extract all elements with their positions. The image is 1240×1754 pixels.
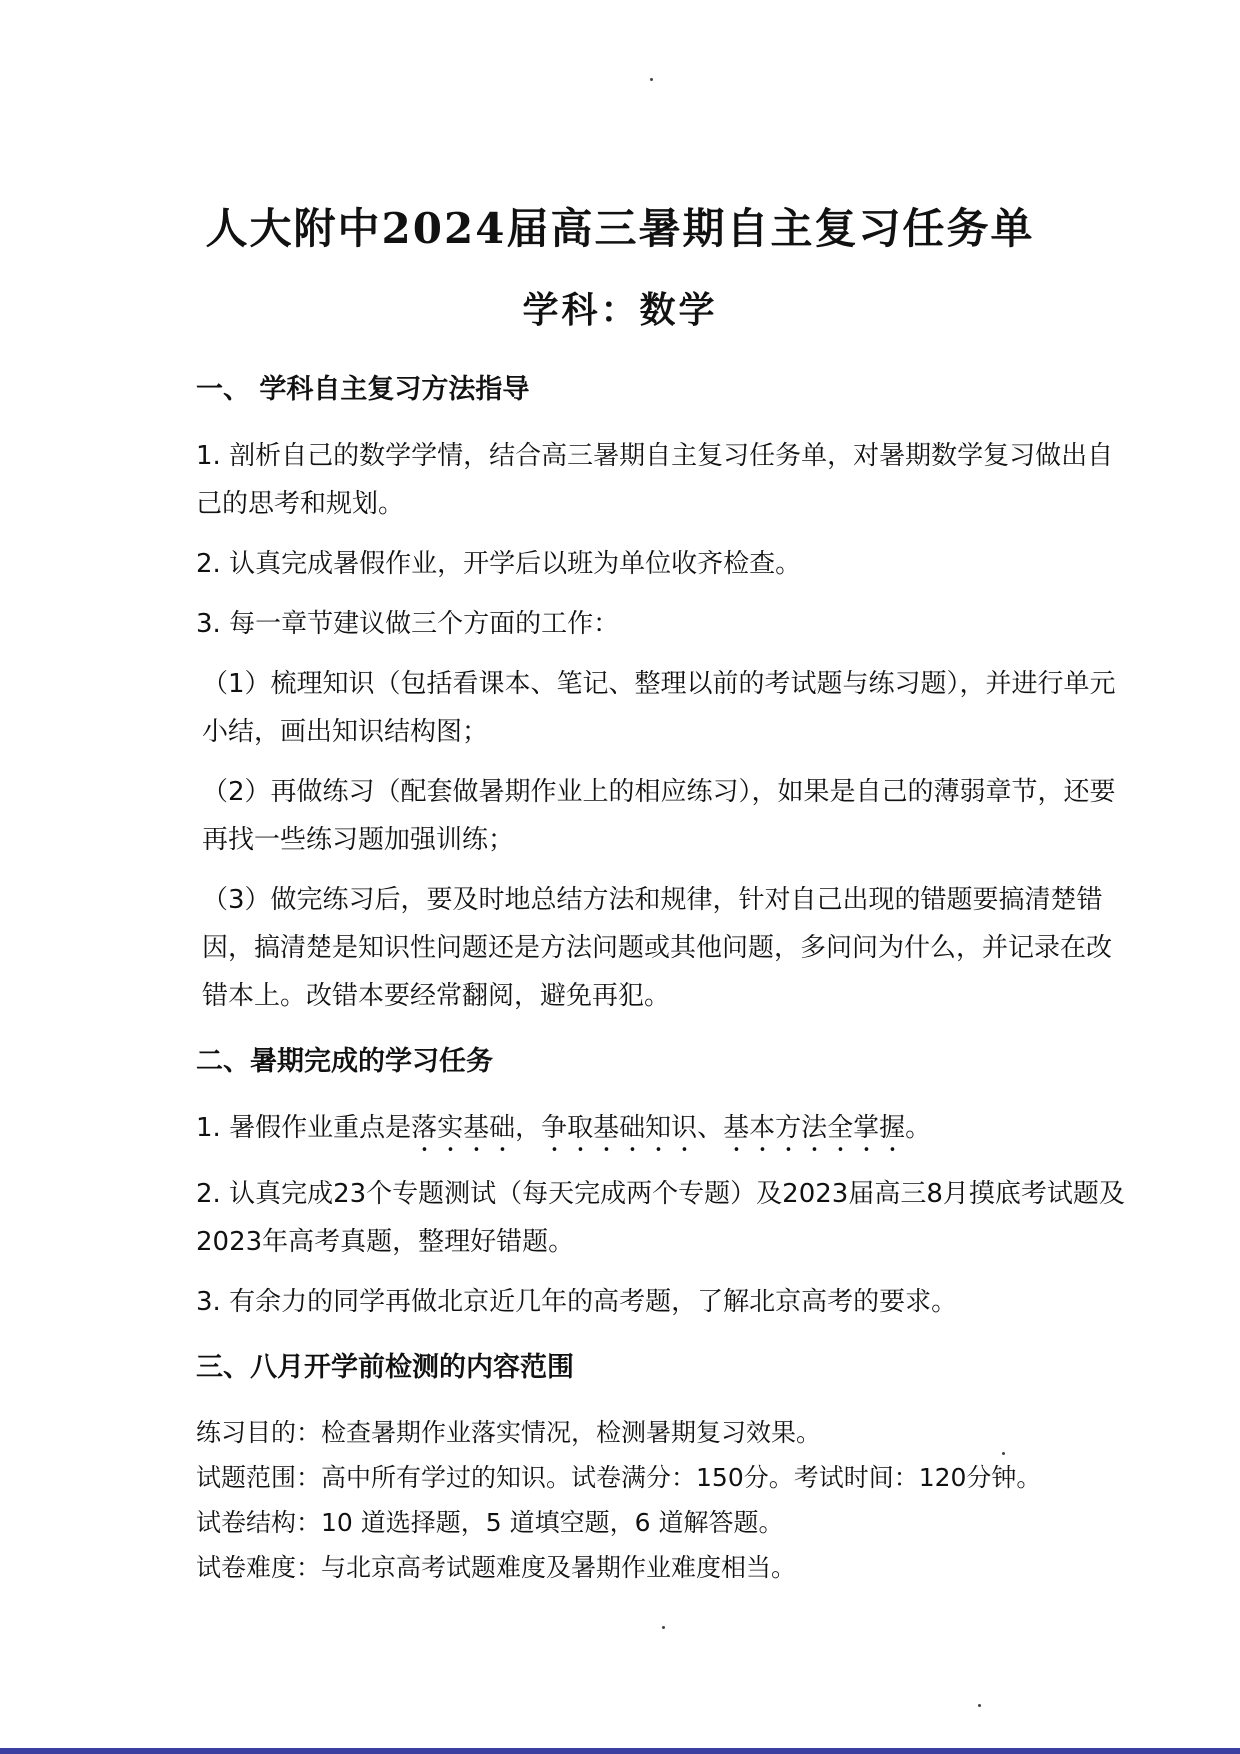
section-3-line-structure: 试卷结构：10 道选择题，5 道填空题，6 道解答题。: [196, 1508, 784, 1537]
section-1-subitem-3: （3）做完练习后，要及时地总结方法和规律，针对自己出现的错题要搞清楚错因，搞清楚是知识性问题还是方法问题或其他问题，多问问为什么，并记录在改错本上。改错本要经常翻阅，避免再犯。: [202, 885, 1113, 1011]
section-3-line-purpose: 练习目的：检查暑期作业落实情况，检测暑期复习效果。: [196, 1418, 822, 1447]
section-1-subitem-2: （2）再做练习（配套做暑期作业上的相应练习），如果是自己的薄弱章节，还要再找一些练习题加强训练；: [202, 777, 1116, 855]
section-1-heading: 一、 学科自主复习方法指导: [196, 374, 530, 405]
subject-subtitle: 学科：数学: [522, 290, 718, 331]
scan-speck: [1002, 1452, 1005, 1455]
section-1-item-1: 1. 剖析自己的数学学情，结合高三暑期自主复习任务单，对暑期数学复习做出自己的思考和规划。: [196, 441, 1114, 519]
section-3-heading: 三、八月开学前检测的内容范围: [196, 1352, 574, 1383]
section-3-line-difficulty: 试卷难度：与北京高考试题难度及暑期作业难度相当。: [196, 1553, 797, 1582]
scan-speck: [662, 1626, 665, 1629]
document-title: 人大附中2024届高三暑期自主复习任务单: [205, 204, 1035, 253]
section-2-heading: 二、暑期完成的学习任务: [196, 1046, 493, 1077]
section-2-item-1-lead: 1. 暑假作业重点是: [196, 1113, 412, 1143]
scan-speck: [978, 1704, 981, 1707]
section-1-item-3: 3. 每一章节建议做三个方面的工作：: [196, 609, 620, 639]
section-3-line-scope: 试题范围：高中所有学过的知识。试卷满分：150分。考试时间：120分钟。: [196, 1463, 1042, 1492]
section-2-item-2: 2. 认真完成23个专题测试（每天完成两个专题）及2023届高三8月摸底考试题及2023年高考真题，整理好错题。: [196, 1179, 1125, 1257]
section-2-item-1-emphasis: 落实基础，争取基础知识、基本方法全掌握: [411, 1113, 906, 1143]
document-body: [196, 366, 1136, 1590]
section-1-subitem-1: （1）梳理知识（包括看课本、笔记、整理以前的考试题与练习题），并进行单元小结，画出知识结构图；: [202, 669, 1116, 747]
section-2-item-1: [196, 1104, 1136, 1158]
bottom-edge-rule: [0, 1748, 1240, 1754]
section-2-item-1-tail: 。: [905, 1113, 932, 1143]
section-1-item-2: 2. 认真完成暑假作业，开学后以班为单位收齐检查。: [196, 549, 802, 579]
scan-speck: [650, 78, 653, 81]
section-2-item-3: 3. 有余力的同学再做北京近几年的高考题，了解北京高考的要求。: [196, 1287, 958, 1317]
